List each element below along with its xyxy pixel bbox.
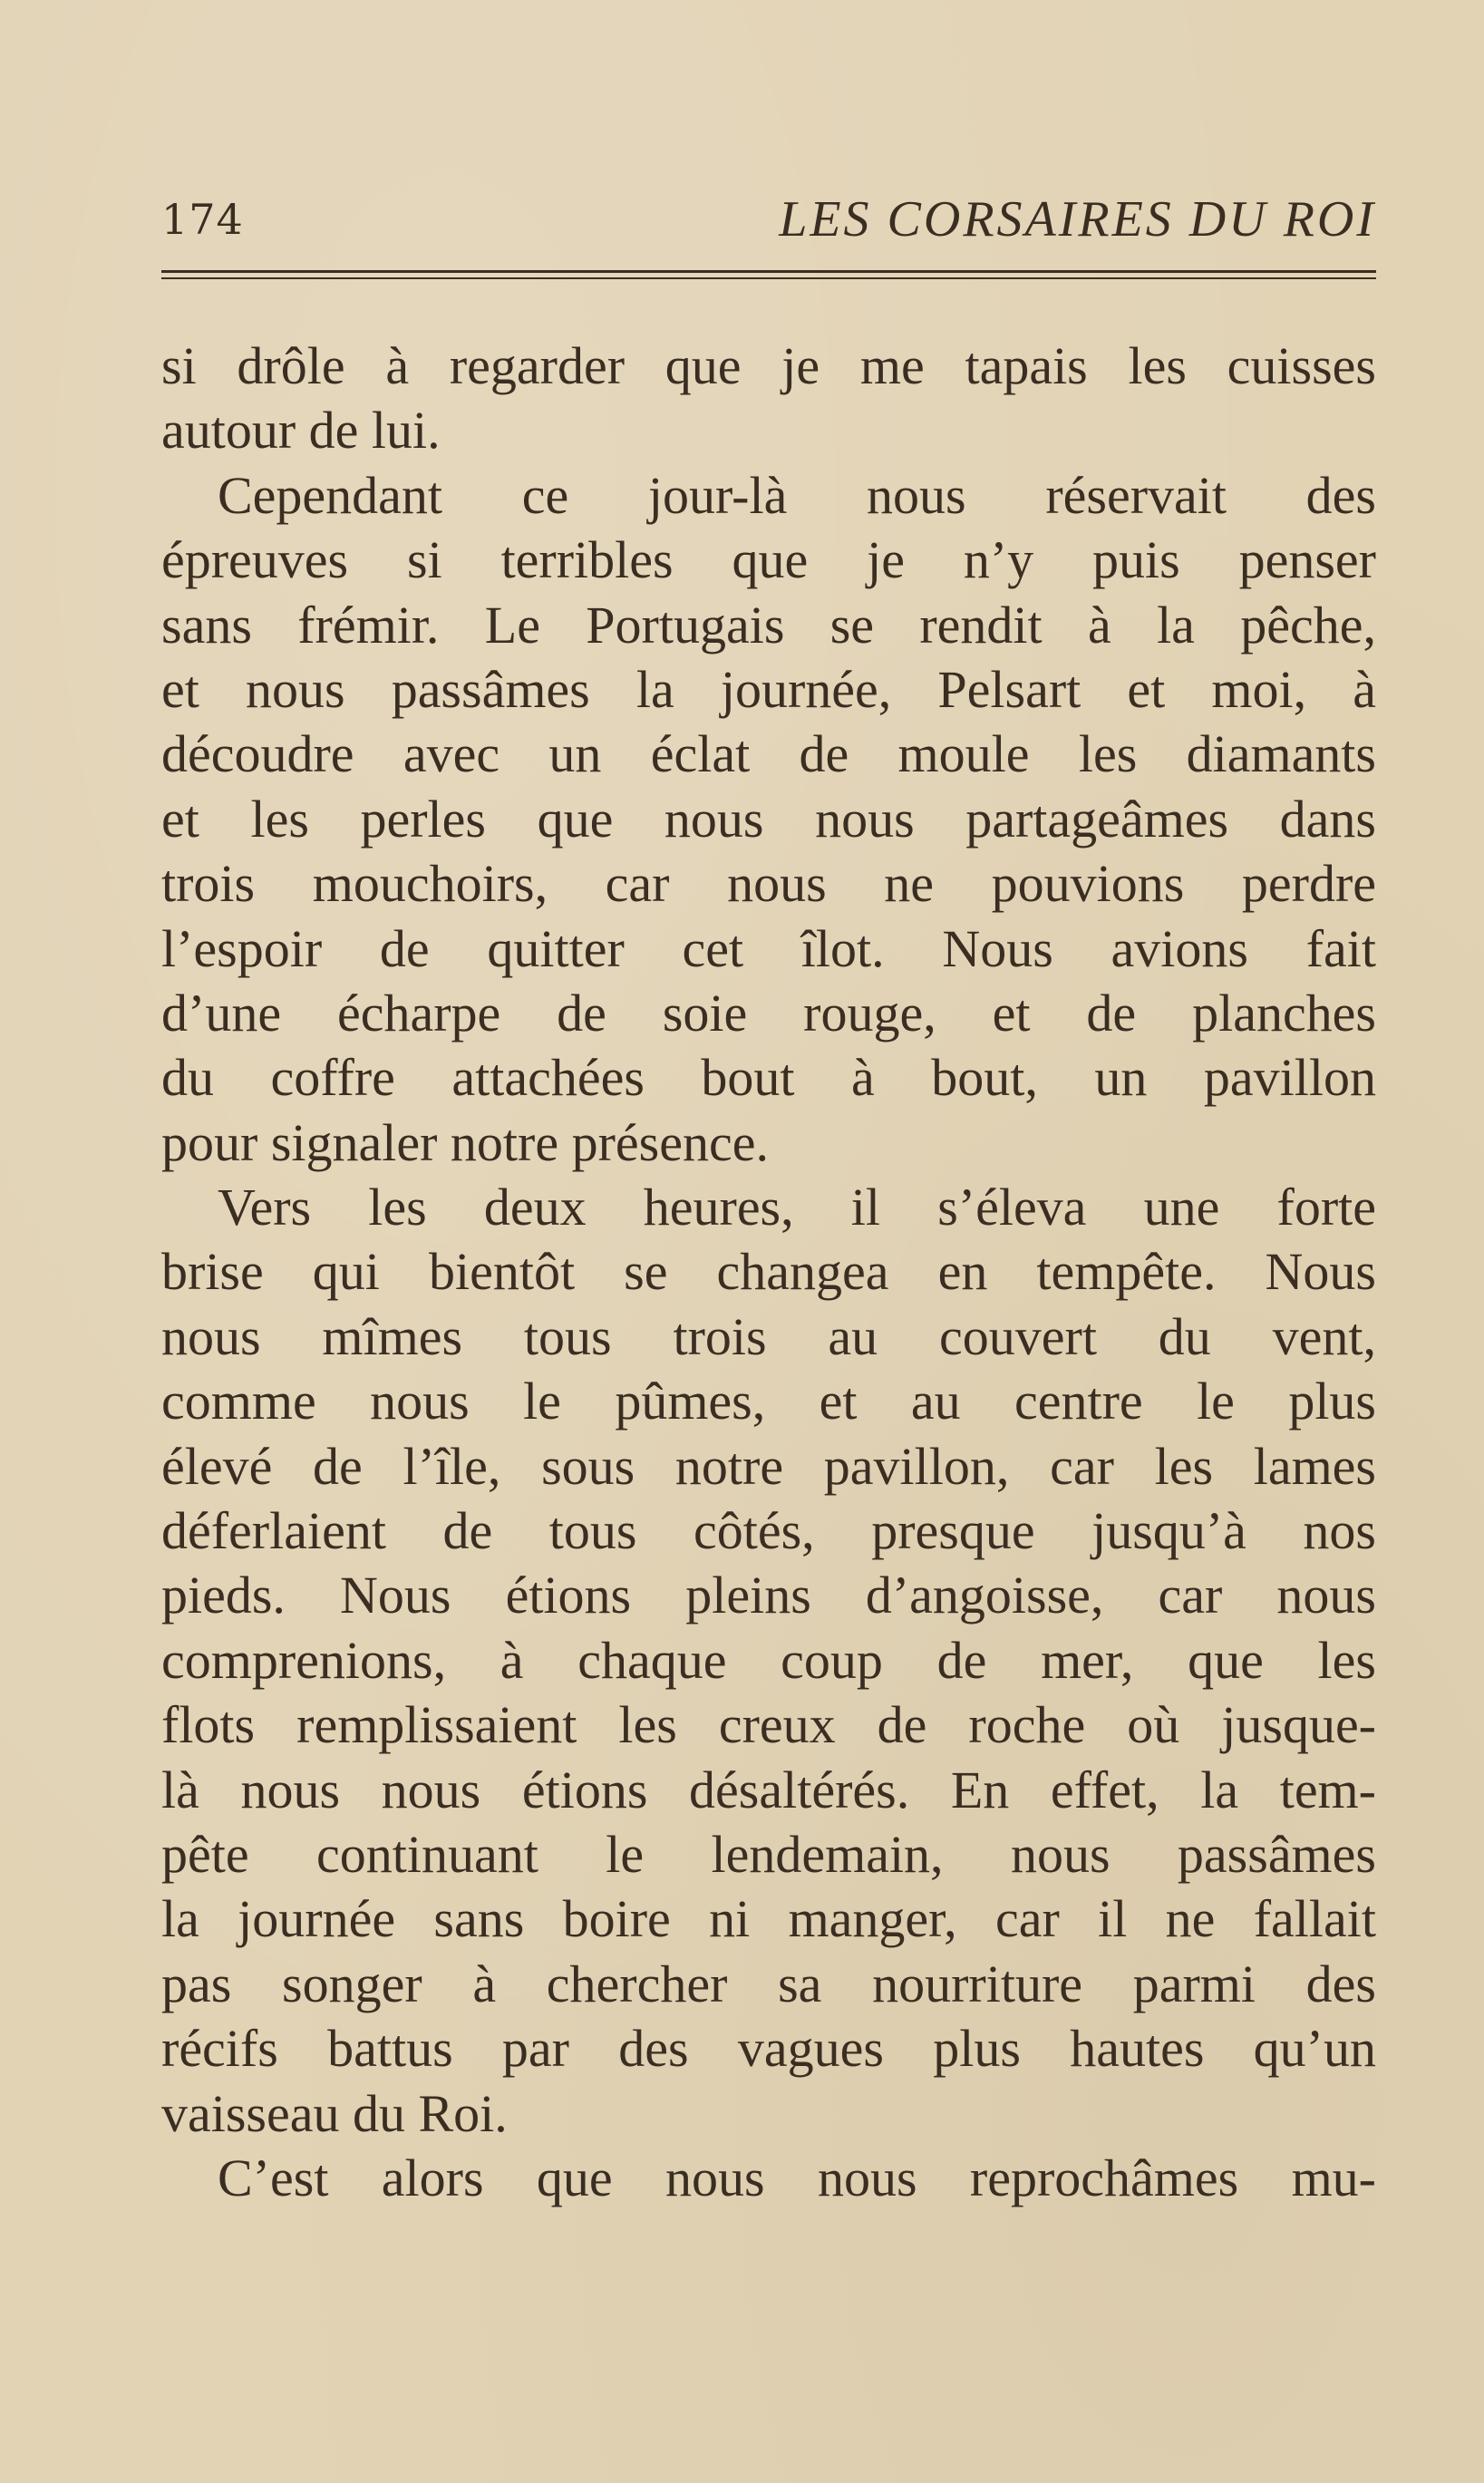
text-line: comprenions, à chaque coup de mer, que les — [161, 1630, 1376, 1690]
text-line: flots remplissaient les creux de roche où jusque- — [161, 1695, 1376, 1755]
text-line: pête continuant le lendemain, nous passâmes — [161, 1824, 1376, 1884]
text-line: trois mouchoirs, car nous ne pouvions perdre — [161, 854, 1376, 914]
text-line: et les perles que nous nous partageâmes dans — [161, 789, 1376, 849]
text-line: pour signaler notre présence. — [161, 1112, 769, 1172]
text-line: Vers les deux heures, il s’éleva une forte — [218, 1178, 1376, 1237]
page-header — [161, 192, 1376, 247]
text-line: sans frémir. Le Portugais se rendit à la pêche, — [161, 595, 1376, 655]
body-text — [161, 334, 1376, 2210]
text-line: du coffre attachées bout à bout, un pavillon — [161, 1048, 1376, 1108]
text-line: vaisseau du Roi. — [161, 2083, 508, 2143]
text-line: la journée sans boire ni manger, car il ne fallait — [161, 1889, 1376, 1949]
text-line: pas songer à chercher sa nourriture parmi des — [161, 1954, 1376, 2013]
header-rule — [161, 270, 1376, 273]
text-line: C’est alors que nous nous reprochâmes mu- — [218, 2148, 1376, 2207]
text-line: brise qui bientôt se changea en tempête. Nous — [161, 1242, 1376, 1302]
text-line: élevé de l’île, sous notre pavillon, car les lames — [161, 1436, 1376, 1496]
page-number: 174 — [161, 195, 244, 244]
text-line: Cependant ce jour-là nous réservait des — [218, 465, 1376, 525]
text-line: autour de lui. — [161, 401, 441, 461]
text-line: et nous passâmes la journée, Pelsart et moi, à — [161, 659, 1376, 719]
text-line: déferlaient de tous côtés, presque jusqu’à nos — [161, 1501, 1376, 1561]
text-line: épreuves si terribles que je n’y puis penser — [161, 530, 1376, 590]
text-line: si drôle à regarder que je me tapais les cuisses — [161, 336, 1376, 395]
text-line: découdre avec un éclat de moule les diamants — [161, 724, 1376, 784]
running-title: LES CORSAIRES DU ROI — [779, 191, 1376, 247]
text-line: nous mîmes tous trois au couvert du vent, — [161, 1306, 1376, 1366]
text-line: pieds. Nous étions pleins d’angoisse, car nous — [161, 1566, 1376, 1625]
text-line: comme nous le pûmes, et au centre le plus — [161, 1372, 1376, 1431]
header-rule-second — [161, 277, 1376, 279]
text-line: l’espoir de quitter cet îlot. Nous avions fait — [161, 918, 1376, 978]
text-line: là nous nous étions désaltérés. En effet, la tem- — [161, 1760, 1376, 1819]
text-line: récifs battus par des vagues plus hautes qu’un — [161, 2019, 1376, 2079]
text-line: d’une écharpe de soie rouge, et de planches — [161, 983, 1376, 1043]
